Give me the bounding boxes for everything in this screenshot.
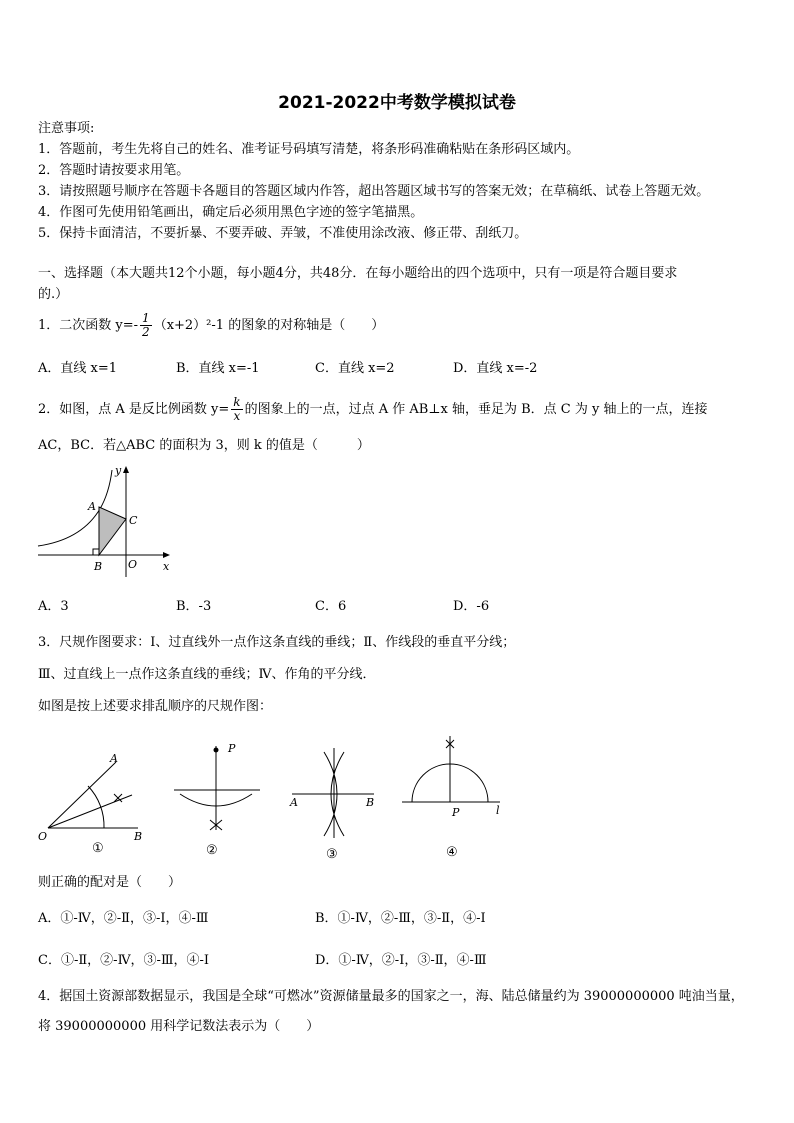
label-y: y	[115, 464, 122, 477]
label-o: O	[38, 830, 48, 843]
q2-option-d: D．-6	[453, 599, 490, 614]
question-3-ask: 则正确的配对是（ ）	[38, 875, 182, 890]
question-3-intro: 如图是按上述要求排乱顺序的尺规作图：	[38, 699, 273, 714]
question-1: 1．二次函数 y=- $\frac{1}{2}$ （x+2）²-1 的图象的对称轴是（ ）	[38, 311, 385, 339]
q1-option-c: C．直线 x=2	[315, 361, 395, 376]
question-2: 2．如图，点 A 是反比例函数 y= $\frac{k}{x}$ 的图象上的一点，过点 A 作 AB⊥x 轴，垂足为 B．点 C 为 y 轴上的一点，连接	[38, 395, 708, 423]
figure-number: ③	[326, 847, 338, 862]
y-axis-arrow	[123, 466, 129, 473]
label-a: A	[88, 500, 96, 513]
q2-option-c: C．6	[315, 599, 347, 614]
q2-option-a: A．3	[38, 599, 69, 614]
notice-item-5: 5．保持卡面清洁，不要折暴、不要弄破、弄皱，不准使用涂改液、修正带、刮纸刀。	[38, 226, 528, 241]
q1-option-d: D．直线 x=-2	[453, 361, 538, 376]
question-3-cont: Ⅲ、过直线上一点作这条直线的垂线；Ⅳ、作角的平分线．	[38, 667, 376, 682]
question-2-cont: AC，BC．若△ABC 的面积为 3，则 k 的值是（ ）	[38, 438, 370, 453]
q3-option-a: A．①-Ⅳ，②-Ⅱ，③-Ⅰ，④-Ⅲ	[38, 911, 209, 926]
section-heading-cont: 的.）	[38, 287, 69, 302]
label-a: A	[290, 796, 298, 809]
point-p	[214, 748, 219, 753]
x-axis-arrow	[163, 552, 170, 558]
notice-item-1: 1．答题前，考生先将自己的姓名、准考证号码填写清楚，将条形码准确粘贴在条形码区域内。	[38, 142, 580, 157]
question-4: 4．据国土资源部数据显示，我国是全球“可燃冰”资源储量最多的国家之一，海、陆总储量约为 39000000000 吨油当量，	[38, 989, 744, 1004]
figure-number: ②	[206, 843, 218, 858]
q3-option-b: B．①-Ⅳ，②-Ⅲ，③-Ⅱ，④-Ⅰ	[315, 911, 486, 926]
q3-figure-2	[170, 738, 270, 858]
q1-option-a: A．直线 x=1	[38, 361, 118, 376]
label-c: C	[129, 514, 138, 527]
label-x: x	[163, 560, 170, 573]
figure-number: ④	[446, 845, 458, 860]
q3-option-d: D．①-Ⅳ，②-Ⅰ，③-Ⅱ，④-Ⅲ	[315, 953, 487, 968]
q2-figure	[36, 462, 176, 582]
label-b: B	[366, 796, 375, 809]
label-b: B	[94, 560, 103, 573]
label-o: O	[128, 558, 138, 571]
notice-heading: 注意事项:	[38, 121, 95, 136]
q3-option-c: C．①-Ⅱ，②-Ⅳ，③-Ⅲ，④-Ⅰ	[38, 953, 210, 968]
page-title: 2021-2022中考数学模拟试卷	[278, 93, 516, 113]
label-p: P	[228, 742, 236, 755]
notice-item-4: 4．作图可先使用铅笔画出，确定后必须用黑色字迹的签字笔描黑。	[38, 205, 424, 220]
q3-figure-4	[400, 728, 510, 858]
label-a: A	[110, 752, 118, 765]
label-b: B	[134, 830, 143, 843]
triangle-abc	[99, 507, 126, 555]
q1-option-b: B．直线 x=-1	[176, 361, 260, 376]
figure-number: ①	[92, 841, 104, 856]
fraction: $\frac{k}{x}$	[233, 395, 241, 423]
notice-item-3: 3．请按照题号顺序在答题卡各题目的答题区域内作答，超出答题区域书写的答案无效；在草稿纸、试卷上答题无效。	[38, 184, 710, 199]
q3-figure-3	[288, 742, 388, 862]
right-angle-mark	[93, 549, 99, 555]
q3-figure-1	[38, 748, 158, 858]
label-l: l	[496, 804, 500, 817]
section-heading: 一、选择题（本大题共12个小题，每小题4分，共48分．在每小题给出的四个选项中，只有一项是符合题目要求	[38, 266, 678, 281]
question-4-cont: 将 39000000000 用科学记数法表示为（ ）	[38, 1019, 320, 1034]
question-3: 3．尺规作图要求：Ⅰ、过直线外一点作这条直线的垂线；Ⅱ、作线段的垂直平分线；	[38, 635, 516, 650]
fraction: $\frac{1}{2}$	[142, 311, 150, 339]
label-p: P	[452, 806, 460, 819]
q2-option-b: B．-3	[176, 599, 212, 614]
notice-item-2: 2．答题时请按要求用笔。	[38, 163, 190, 178]
